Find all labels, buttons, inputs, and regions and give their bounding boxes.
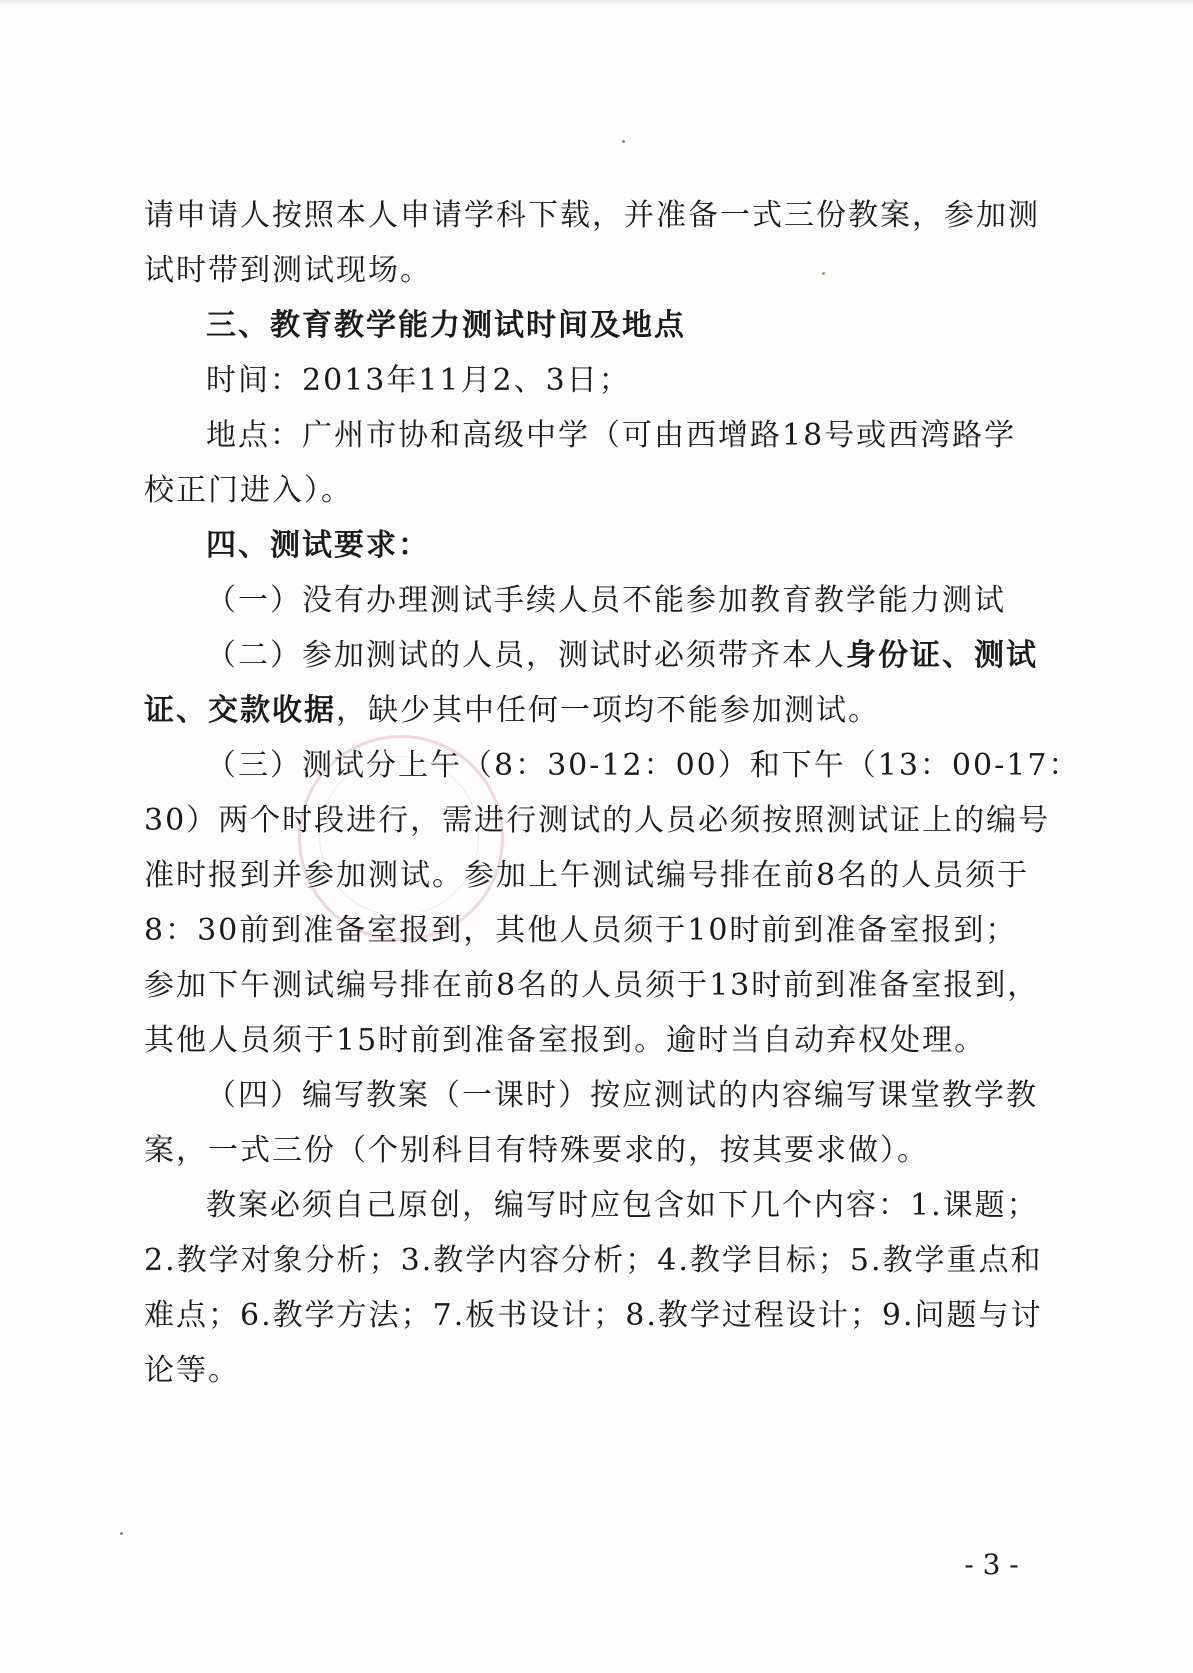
scan-speck [120,1532,123,1535]
text-line [144,1288,1044,1343]
text-run: 8：30前到准备室报到，其他人员须于10时前到准备室报到； [144,913,1018,948]
text-run: 校正门进入）。 [144,473,353,508]
text-run: 时间：2013年11月2、3日； [206,363,631,398]
text-line [144,958,1044,1013]
text-line [144,298,1044,353]
text-run: 2.教学对象分析；3.教学内容分析；4.教学目标；5.教学重点和 [144,1243,1043,1278]
text-line [144,793,1051,848]
text-line [144,1123,1044,1178]
text-line [144,1013,1044,1068]
text-run: 案，一式三份（个别科目有特殊要求的，按其要求做）。 [144,1133,929,1168]
text-run: （二）参加测试的人员，测试时必须带齐本人 [206,638,846,673]
text-run: 试时带到测试现场。 [144,253,432,288]
bold-text: 身份证、测试 [846,638,1038,673]
text-line [144,848,1044,903]
scan-speck [622,140,625,143]
text-run: 请申请人按照本人申请学科下载，并准备一式三份教案，参加测 [144,198,1040,233]
text-line [144,1343,1044,1398]
text-run: （三）测试分上午（8：30-12：00）和下午（13：00-17： [206,748,1081,783]
text-line [144,573,1044,628]
text-line [144,408,1044,463]
text-line [144,738,1081,793]
text-run: 参加下午测试编号排在前8名的人员须于13时前到准备室报到， [144,968,1040,1003]
bold-text: 三、教育教学能力测试时间及地点 [206,308,686,343]
text-run: 准时报到并参加测试。参加上午测试编号排在前8名的人员须于 [144,858,1030,893]
text-line [144,463,1044,518]
text-run: ，缺少其中任何一项均不能参加测试。 [336,693,880,728]
text-line [144,1233,1044,1288]
text-run: 教案必须自己原创，编写时应包含如下几个内容：1.课题； [206,1188,1039,1223]
document-body [144,188,1081,1398]
text-run: 30）两个时段进行，需进行测试的人员必须按照测试证上的编号 [144,803,1051,838]
text-line [144,243,1044,298]
text-run: 论等。 [144,1353,240,1388]
page-number: - 3 - [964,1548,1019,1581]
text-line [144,683,1044,738]
bold-text: 四、测试要求： [206,528,430,563]
text-line [144,353,1044,408]
text-line [144,628,1044,683]
text-run: 地点：广州市协和高级中学（可由西增路18号或西湾路学 [206,418,1017,453]
text-line [144,518,1044,573]
text-line [144,903,1044,958]
text-run: （四）编写教案（一课时）按应测试的内容编写课堂教学教 [206,1078,1038,1113]
text-run: 难点；6.教学方法；7.板书设计；8.教学过程设计；9.问题与讨 [144,1298,1043,1333]
bold-text: 证、交款收据 [144,693,336,728]
text-line [144,188,1044,243]
text-run: 其他人员须于15时前到准备室报到。逾时当自动弃权处理。 [144,1023,987,1058]
text-line [144,1178,1044,1233]
text-run: （一）没有办理测试手续人员不能参加教育教学能力测试 [206,583,1006,618]
scan-edge [0,0,1193,6]
text-line [144,1068,1044,1123]
